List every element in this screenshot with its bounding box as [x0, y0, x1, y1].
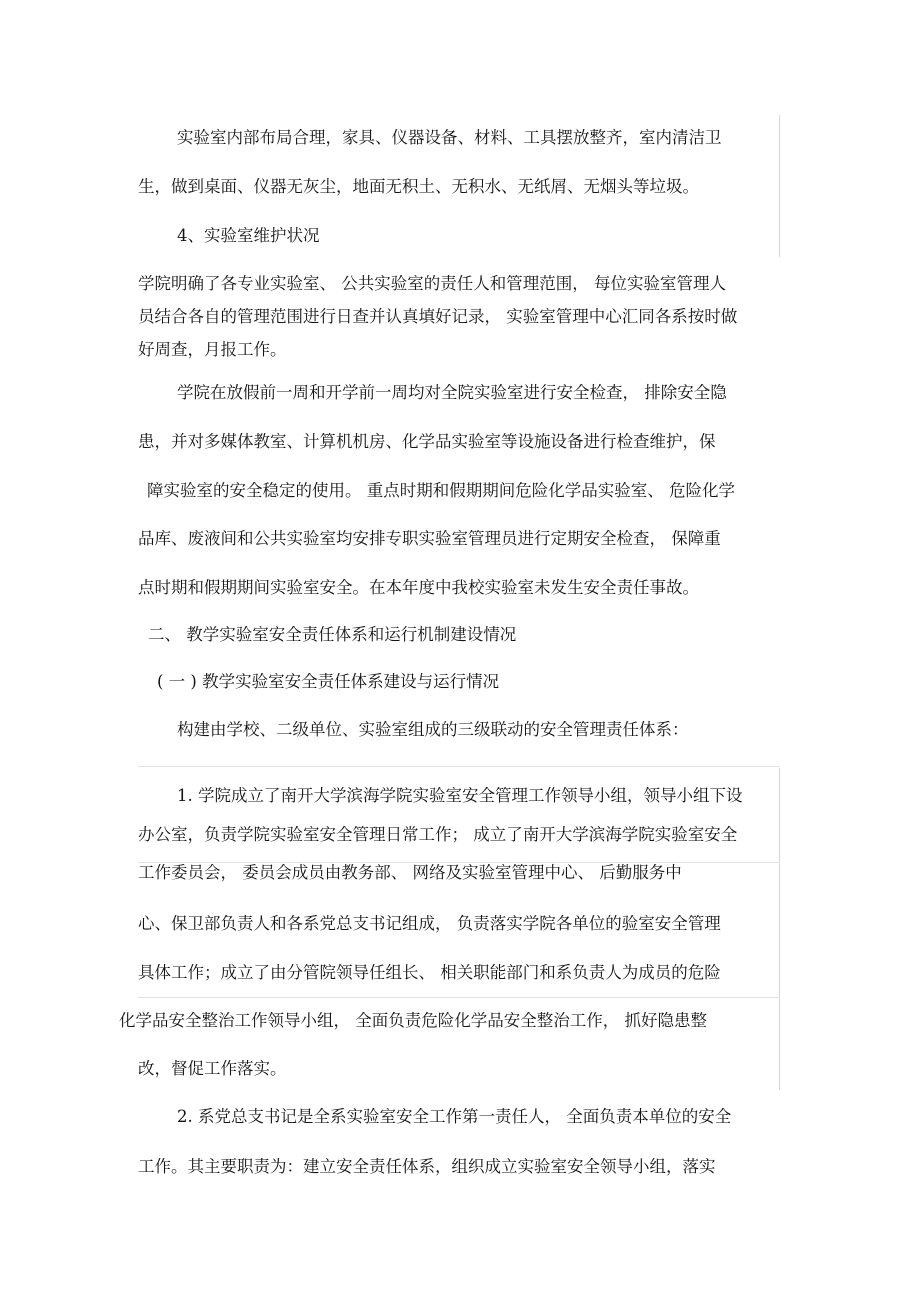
paragraph-line: 患，并对多媒体教室、计算机机房、化学品实验室等设施设备进行检查维护，保 — [138, 432, 716, 451]
paragraph-line: 生，做到桌面、仪器无灰尘，地面无积土、无积水、无纸屑、无烟头等垃圾。 — [138, 177, 699, 196]
paragraph-line: 改，督促工作落实。 — [138, 1059, 287, 1078]
paragraph-line: 障实验室的安全稳定的使用。 重点时期和假期期间危险化学品实验室、 危险化学 — [147, 481, 735, 500]
paragraph-line: 2. 系党总支书记是全系实验室安全工作第一责任人， 全面负责本单位的安全 — [177, 1107, 732, 1126]
section-heading: 4、实验室维护状况 — [177, 226, 320, 245]
paragraph-line: 办公室，负责学院实验室安全管理日常工作； 成立了南开大学滨海学院实验室安全 — [138, 825, 738, 844]
paragraph-line: 品库、废液间和公共实验室均安排专职实验室管理员进行定期安全检查， 保障重 — [138, 529, 721, 548]
paragraph-line: 工作委员会， 委员会成员由教务部、 网络及实验室管理中心、 后勤服务中 — [138, 863, 682, 882]
paragraph-line: 学院明确了各专业实验室、 公共实验室的责任人和管理范围， 每位实验室管理人 — [138, 274, 726, 293]
paragraph-line: 构建由学校、二级单位、实验室组成的三级联动的安全管理责任体系： — [177, 720, 689, 739]
section-heading: 二、 教学实验室安全责任体系和运行机制建设情况 — [148, 625, 517, 644]
paragraph-line: 工作。其主要职责为：建立安全责任体系，组织成立实验室安全领导小组，落实 — [138, 1157, 716, 1176]
paragraph-line: 点时期和假期期间实验室安全。在本年度中我校实验室未发生安全责任事故。 — [138, 578, 699, 597]
paragraph-line: 学院在放假前一周和开学前一周均对全院实验室进行安全检查， 排除安全隐 — [177, 383, 727, 402]
paragraph-line: 员结合各自的管理范围进行日查并认真填好记录， 实验室管理中心汇同各系按时做 — [138, 307, 738, 326]
paragraph-line: 1. 学院成立了南开大学滨海学院实验室安全管理工作领导小组，领导小组下设 — [177, 786, 743, 805]
paragraph-line: 好周查，月报工作。 — [138, 340, 287, 359]
paragraph-line: 实验室内部布局合理，家具、仪器设备、材料、工具摆放整齐，室内清洁卫 — [177, 128, 722, 147]
scan-rule-1 — [138, 766, 780, 767]
margin-rule-bottom — [779, 768, 780, 1090]
scan-rule-3 — [138, 997, 780, 998]
paragraph-line: 化学品安全整治工作领导小组， 全面负责危险化学品安全整治工作， 抓好隐患整 — [119, 1011, 707, 1030]
paragraph-line: 具体工作；成立了由分管院领导任组长、 相关职能部门和系负责人为成员的危险 — [138, 963, 721, 982]
margin-rule-top — [779, 115, 780, 257]
subsection-heading: ( 一 ) 教学实验室安全责任体系建设与运行情况 — [157, 672, 500, 691]
paragraph-line: 心、保卫部负责人和各系党总支书记组成， 负责落实学院各单位的验室安全管理 — [138, 914, 721, 933]
